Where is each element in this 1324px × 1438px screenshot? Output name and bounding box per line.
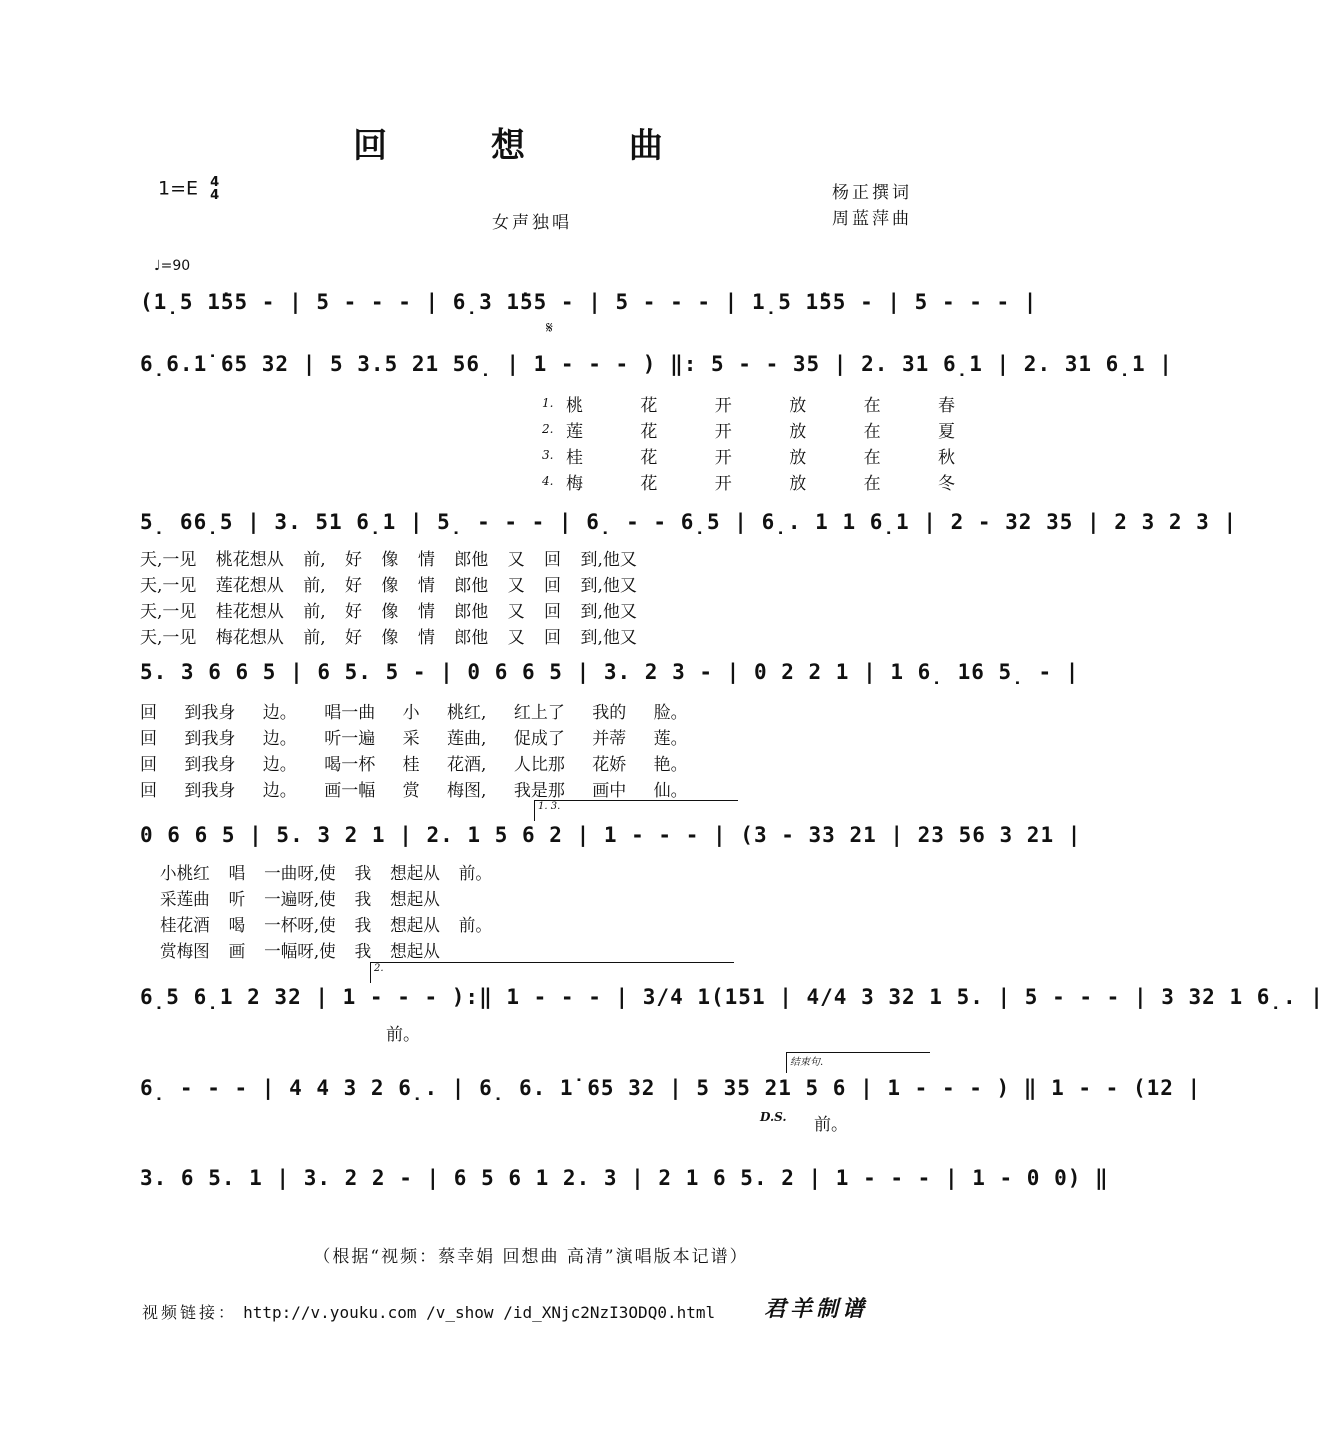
- lyric-line: 天,一见 桂花想从 前, 好 像 情 郎他 又 回 到,他又: [140, 602, 637, 622]
- key-label: 1=E: [158, 177, 199, 200]
- ending-bracket: 结束句.: [786, 1052, 930, 1073]
- volta-bracket-1: 1. 3.: [534, 800, 738, 821]
- lyric-line: 回 到我身 边。 听一遍 采 莲曲, 促成了 并蒂 莲。: [140, 729, 688, 749]
- staff-notes: (1̣5 1̇55 - | 5 - - - | 6̣3 1̇55 - | 5 - - - | 1̣5 1̇55 - | 5 - - - |: [140, 290, 1038, 314]
- lyric-line: 小桃红 唱 一曲呀,使 我 想起从 前。: [160, 864, 492, 884]
- link-label: 视频链接：: [142, 1303, 238, 1322]
- staff-1: [140, 290, 1038, 326]
- verse-number: 2.: [542, 422, 554, 436]
- time-top: 4: [210, 175, 220, 190]
- key-signature: [158, 176, 219, 202]
- staff-6: [140, 985, 1324, 1021]
- staff-4: [140, 660, 1080, 696]
- lyric-line: 回 到我身 边。 喝一杯 桂 花酒, 人比那 花娇 艳。: [140, 755, 688, 775]
- performance-note: 女声独唱: [492, 213, 572, 233]
- composer-credit: 周蓝萍曲: [832, 209, 912, 229]
- lyric-line: 回 到我身 边。 唱一曲 小 桃红, 红上了 我的 脸。: [140, 703, 688, 723]
- lyric-line: 天,一见 桃花想从 前, 好 像 情 郎他 又 回 到,他又: [140, 550, 637, 570]
- staff-5: [140, 823, 1082, 859]
- verse-number: 4.: [542, 474, 554, 488]
- staff-notes: 6̣ - - - | 4 4 3 2 6̣. | 6̣ 6. 1̇ 65 32 | 5 35 21 5 6 | 1 - - - ) ‖ 1 - - (12 |: [140, 1076, 1202, 1100]
- time-bottom: 4: [210, 188, 220, 203]
- staff-notes: 6̣6.1̇ 65 32 | 5 3.5 21 56̣ | 1 - - - ) ‖: 5 - - 35 | 2. 31 6̣1 | 2. 31 6̣1 |: [140, 352, 1173, 376]
- segno-sign: 𝄋: [546, 318, 553, 337]
- staff-notes: 3. 6 5. 1 | 3. 2 2 - | 6 5 6 1 2. 3 | 2 1 6 5. 2 | 1 - - - | 1 - 0 0) ‖: [140, 1166, 1109, 1190]
- verse-number: 3.: [542, 448, 554, 462]
- transcriber-signature: 君羊制谱: [764, 1296, 869, 1322]
- lyric-line: 回 到我身 边。 画一幅 赏 梅图, 我是那 画中 仙。: [140, 781, 688, 801]
- time-signature: [210, 176, 219, 202]
- verse-line: 梅 花 开 放 在 冬: [566, 474, 982, 494]
- staff-notes: 0 6 6 5 | 5. 3 2 1 | 2. 1 5 6 2 | 1 - - - | (3 - 33 21 | 23 56 3 21 |: [140, 823, 1082, 847]
- verse-number: 1.: [542, 396, 554, 410]
- verse-line: 桃 花 开 放 在 春: [566, 396, 982, 416]
- staff-notes: 6̣5 6̣1 2 32 | 1 - - - ):‖ 1 - - - | 3/4 1(151 | 4/4 3 32 1 5. | 5 - - - | 3 32 1 6̣. |: [140, 985, 1324, 1009]
- song-title: 回 想 曲: [353, 126, 709, 166]
- lyric-qian: 前。: [386, 1025, 420, 1045]
- tempo-mark: ♩=90: [154, 258, 191, 274]
- lyric-line: 天,一见 莲花想从 前, 好 像 情 郎他 又 回 到,他又: [140, 576, 637, 596]
- lyric-qian: 前。: [814, 1115, 848, 1135]
- staff-7: [140, 1076, 1202, 1112]
- link-url[interactable]: http://v.youku.com /v_show /id_XNjc2NzI3ODQ0.html: [243, 1303, 716, 1322]
- staff-3: [140, 510, 1238, 546]
- staff-8: [140, 1166, 1109, 1202]
- staff-notes: 5. 3 6 6 5 | 6 5. 5 - | 0 6 6 5 | 3. 2 3 - | 0 2 2 1 | 1 6̣ 16 5̣ - |: [140, 660, 1080, 684]
- staff-2: [140, 352, 1173, 388]
- verse-line: 桂 花 开 放 在 秋: [566, 448, 982, 468]
- lyric-line: 天,一见 梅花想从 前, 好 像 情 郎他 又 回 到,他又: [140, 628, 637, 648]
- lyricist-credit: 杨正撰词: [832, 183, 912, 203]
- lyric-line: 采莲曲 听 一遍呀,使 我 想起从: [160, 890, 440, 910]
- volta-bracket-2: 2.: [370, 962, 734, 983]
- source-note: （根据“视频：蔡幸娟 回想曲 高清”演唱版本记谱）: [313, 1247, 749, 1267]
- lyric-line: 桂花酒 喝 一杯呀,使 我 想起从 前。: [160, 916, 492, 936]
- video-link: [142, 1300, 715, 1323]
- verse-line: 莲 花 开 放 在 夏: [566, 422, 982, 442]
- staff-notes: 5̣ 66̣5 | 3. 51 6̣1 | 5̣ - - - | 6̣ - - 6̣5 | 6̣. 1 1 6̣1 | 2 - 32 35 | 2 3 2 3 |: [140, 510, 1238, 534]
- ds-mark: D.S.: [760, 1110, 787, 1124]
- lyric-line: 赏梅图 画 一幅呀,使 我 想起从: [160, 942, 440, 962]
